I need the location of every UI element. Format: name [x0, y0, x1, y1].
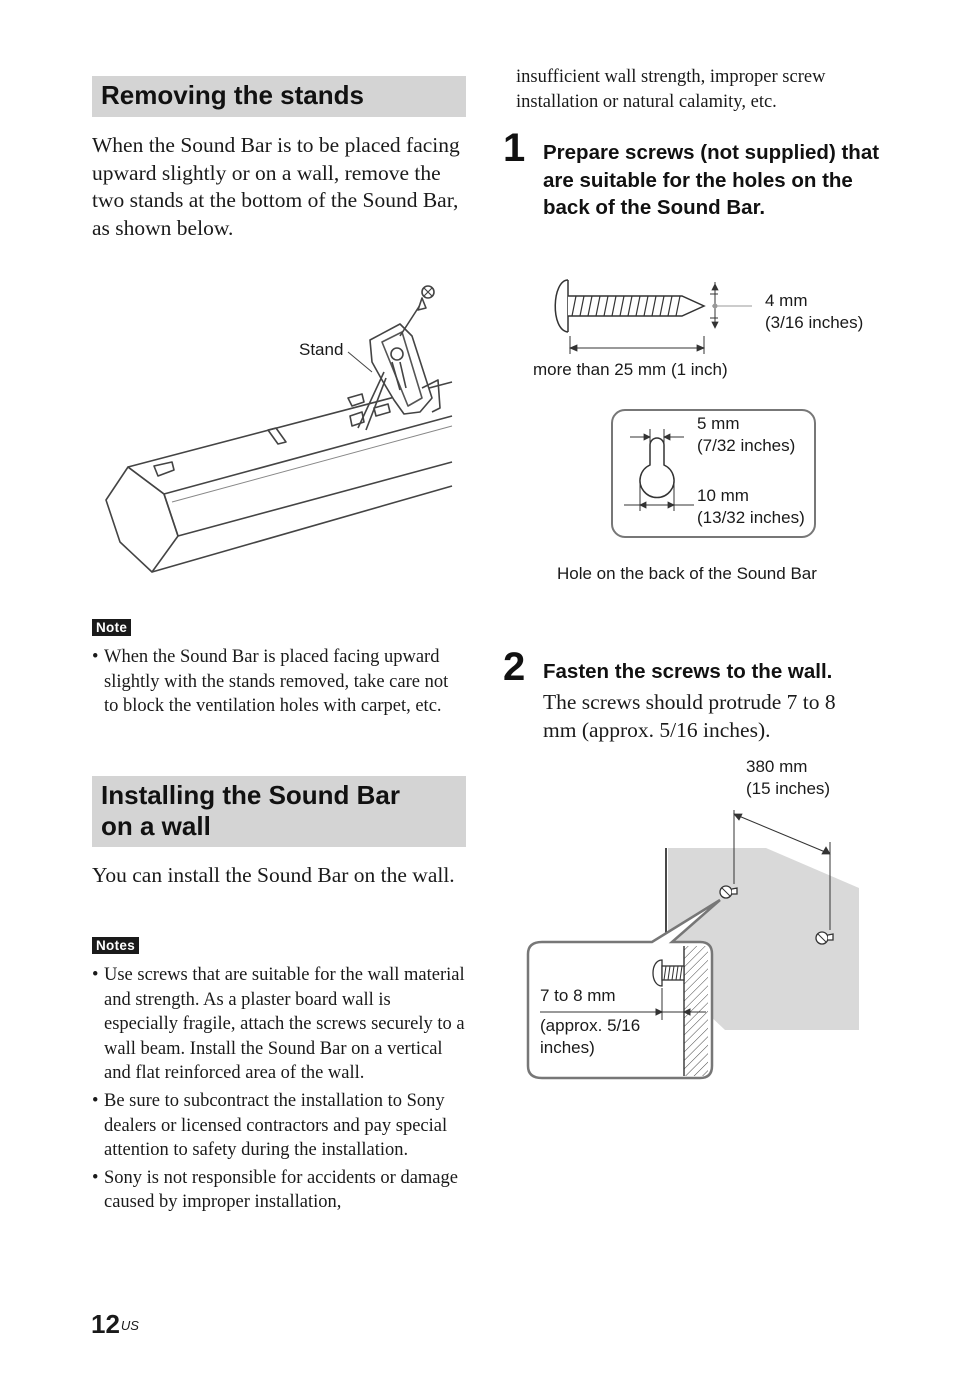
continuation-text: insufficient wall strength, improper screw installation or natural calamity, etc. [516, 67, 826, 112]
hole-bottom-mm: 10 mm [697, 486, 749, 505]
notes-item-text: Use screws that are suitable for the wall material and strength. As a plaster board wall is especially fragile, attach the screws securely to a wall beam. Install the Sound Bar on a vertical and flat reinforced area of the wall. [104, 965, 465, 1084]
notes-item: • Sony is not responsible for accidents or damage caused by improper installation, [92, 1167, 458, 1213]
note-badge: Note [92, 619, 131, 636]
install-wall-body: You can install the Sound Bar on the wall. [92, 863, 455, 887]
section-heading-removing-stands [92, 76, 466, 117]
note-item: • When the Sound Bar is placed facing upward slightly with the stands removed, take care not to block the ventilation holes with carpet, etc. [92, 647, 449, 717]
spacing-in: (15 inches) [746, 778, 831, 798]
screw-diameter-in: (3/16 inches) [765, 312, 864, 332]
removing-stands-body: When the Sound Bar is to be placed facing upward slightly or on a wall, remove the two stands at the bottom of the Sound Bar, as shown below. [92, 133, 460, 240]
note-list [92, 645, 466, 722]
hole-bottom-in: (13/32 inches) [697, 507, 805, 527]
protrude-in-label [540, 1015, 640, 1058]
hole-top-label [697, 413, 795, 456]
spacing-mm: 380 mm [746, 757, 808, 776]
step-1-number: 1 [503, 126, 526, 170]
keyhole-diagram [620, 425, 700, 515]
section-heading-install-wall [92, 776, 466, 847]
notes-item: • Use screws that are suitable for the wall material and strength. As a plaster board wall is especially fragile, attach the screws securely to a wall beam. Install the Sound Bar on a vertical and flat reinforced area of the wall. [92, 965, 465, 1084]
step-2-number: 2 [503, 645, 526, 689]
stand-label: Stand [299, 340, 344, 359]
screw-diameter-mm: 4 mm [765, 291, 808, 310]
protrude-in-line2: inches) [540, 1037, 595, 1057]
hole-top-mm: 5 mm [697, 414, 740, 433]
step-1-title: Prepare screws (not supplied) that are suitable for the holes on the back of the Sound Bar. [543, 141, 880, 219]
screw-diameter-label [765, 290, 863, 333]
protrude-in-line1: (approx. 5/16 [540, 1016, 641, 1035]
soundbar-stand-illustration [100, 280, 460, 580]
notes-item-text: Sony is not responsible for accidents or damage caused by improper installation, [104, 1167, 458, 1213]
notes-item: • Be sure to subcontract the installation to Sony dealers or licensed contractors and pay special attention to safety during the installation. [92, 1090, 448, 1161]
page-region: US [120, 1318, 139, 1333]
notes-list [92, 963, 466, 1218]
screw-diagram [540, 270, 770, 360]
protrude-mm-label: 7 to 8 mm [540, 986, 616, 1005]
notes-badge: Notes [92, 937, 139, 954]
hole-bottom-label [697, 485, 805, 528]
page-number-value: 12 [91, 1309, 120, 1339]
notes-item-text: Be sure to subcontract the installation to Sony dealers or licensed contractors and pay special attention to safety during the installation. [104, 1090, 448, 1161]
section-heading-line2: on a wall [101, 811, 211, 841]
hole-caption: Hole on the back of the Sound Bar [557, 564, 817, 583]
section-heading-line1: Installing the Sound Bar [101, 780, 401, 810]
note-item-text: When the Sound Bar is placed facing upward slightly with the stands removed, take care not to block the ventilation holes with carpet, etc. [104, 647, 449, 717]
section-heading-text: Removing the stands [101, 80, 364, 110]
step-2-body: The screws should protrude 7 to 8 mm (approx. 5/16 inches). [543, 690, 836, 742]
spacing-label [746, 756, 830, 799]
screw-length-label: more than 25 mm (1 inch) [533, 360, 728, 379]
step-2-title: Fasten the screws to the wall. [543, 660, 833, 683]
page-number [91, 1309, 139, 1339]
hole-top-in: (7/32 inches) [697, 435, 796, 455]
